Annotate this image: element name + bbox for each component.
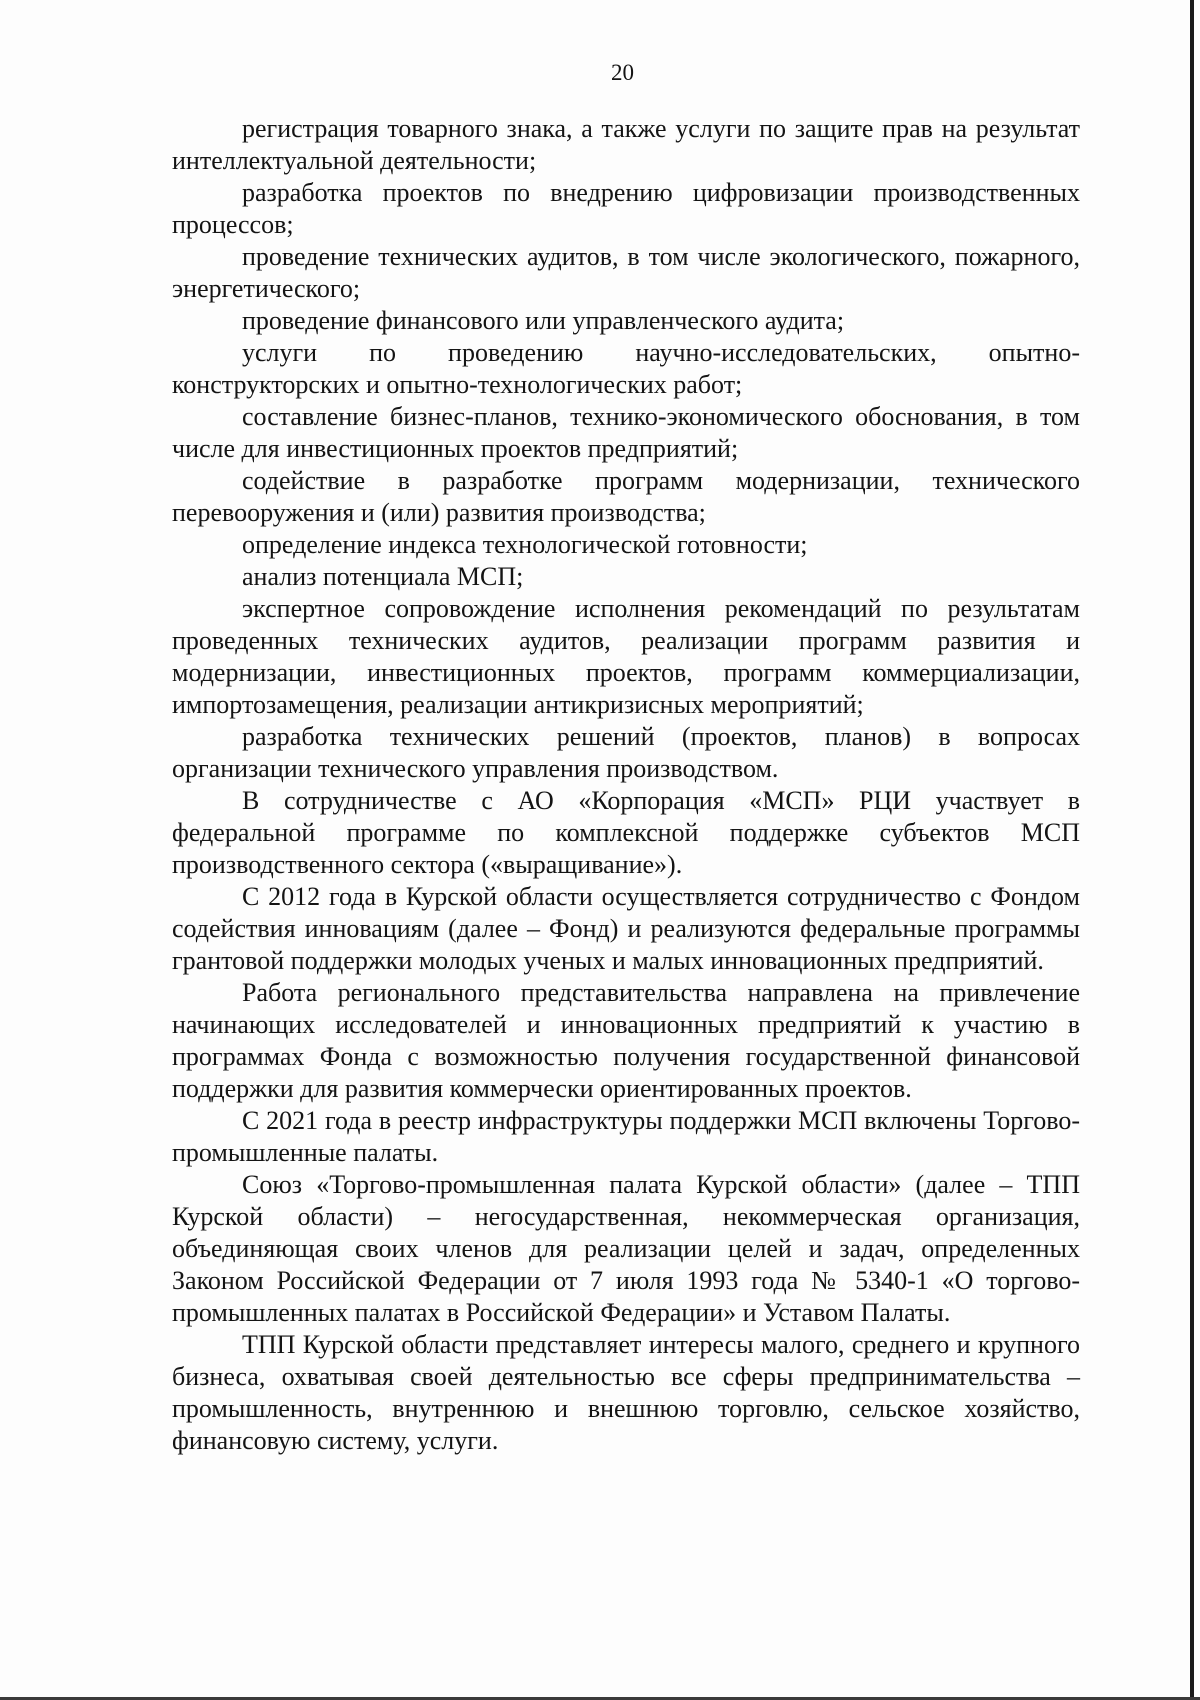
paragraph-financial-audit: проведение финансового или управленческого аудита; bbox=[242, 306, 845, 335]
body-text bbox=[172, 113, 1080, 1457]
paragraph-technical-audits: проведение технических аудитов, в том числе экологического, пожарного, энергетического; bbox=[172, 242, 1080, 303]
page-number: 20 bbox=[611, 60, 634, 85]
paragraph-technical-solutions: разработка технических решений (проектов, планов) в вопросах организации технического управления производством. bbox=[172, 722, 1080, 783]
paragraph-chamber-interests: ТПП Курской области представляет интересы малого, среднего и крупного бизнеса, охватывая своей деятельностью все сферы предпринимательства – промышленность, внутреннюю и внешнюю торговлю, сельское хозяйство, финансовую систему, услуги. bbox=[172, 1330, 1080, 1455]
paragraph-technology-readiness: определение индекса технологической готовности; bbox=[242, 530, 808, 559]
paragraph-chambers-registry: С 2021 года в реестр инфраструктуры поддержки МСП включены Торгово-промышленные палаты. bbox=[172, 1106, 1080, 1167]
paragraph-msp-potential: анализ потенциала МСП; bbox=[242, 562, 524, 591]
paragraph-business-plans: составление бизнес-планов, технико-экономического обоснования, в том числе для инвестиционных проектов предприятий; bbox=[172, 402, 1080, 463]
scan-edge-right bbox=[1190, 0, 1194, 1700]
paragraph-regional-office: Работа регионального представительства направлена на привлечение начинающих исследователей и инновационных предприятий к участию в программах Фонда с возможностью получения государственной финансовой поддержки для развития коммерчески ориентированных проектов. bbox=[172, 978, 1080, 1103]
paragraph-corporation-msp: В сотрудничестве с АО «Корпорация «МСП» РЦИ участвует в федеральной программе по комплексной поддержке субъектов МСП производственного сектора («выращивание»). bbox=[172, 786, 1080, 879]
paragraph-expert-support: экспертное сопровождение исполнения рекомендаций по результатам проведенных технических аудитов, реализации программ развития и модернизации, инвестиционных проектов, программ коммерциализации, импортозамещения, реализации антикризисных мероприятий; bbox=[172, 594, 1080, 719]
paragraph-trademark-registration: регистрация товарного знака, а также услуги по защите прав на результат интеллектуальной деятельности; bbox=[172, 114, 1080, 175]
paragraph-digitalization-projects: разработка проектов по внедрению цифровизации производственных процессов; bbox=[172, 178, 1080, 239]
paragraph-innovation-fund: С 2012 года в Курской области осуществляется сотрудничество с Фондом содействия инновациям (далее – Фонд) и реализуются федеральные программы грантовой поддержки молодых ученых и малых инновационных предприятий. bbox=[172, 882, 1080, 975]
paragraph-rnd-services: услуги по проведению научно-исследовательских, опытно-конструкторских и опытно-технологических работ; bbox=[172, 338, 1080, 399]
paragraph-chamber-description: Союз «Торгово-промышленная палата Курской области» (далее – ТПП Курской области) – негосударственная, некоммерческая организация, объединяющая своих членов для реализации целей и задач, определенных Законом Российской Федерации от 7 июля 1993 года № 5340-1 «О торгово-промышленных палатах в Российской Федерации» и Уставом Палаты. bbox=[172, 1170, 1080, 1327]
paragraph-modernization-programs: содействие в разработке программ модернизации, технического перевооружения и (или) развития производства; bbox=[172, 466, 1080, 527]
